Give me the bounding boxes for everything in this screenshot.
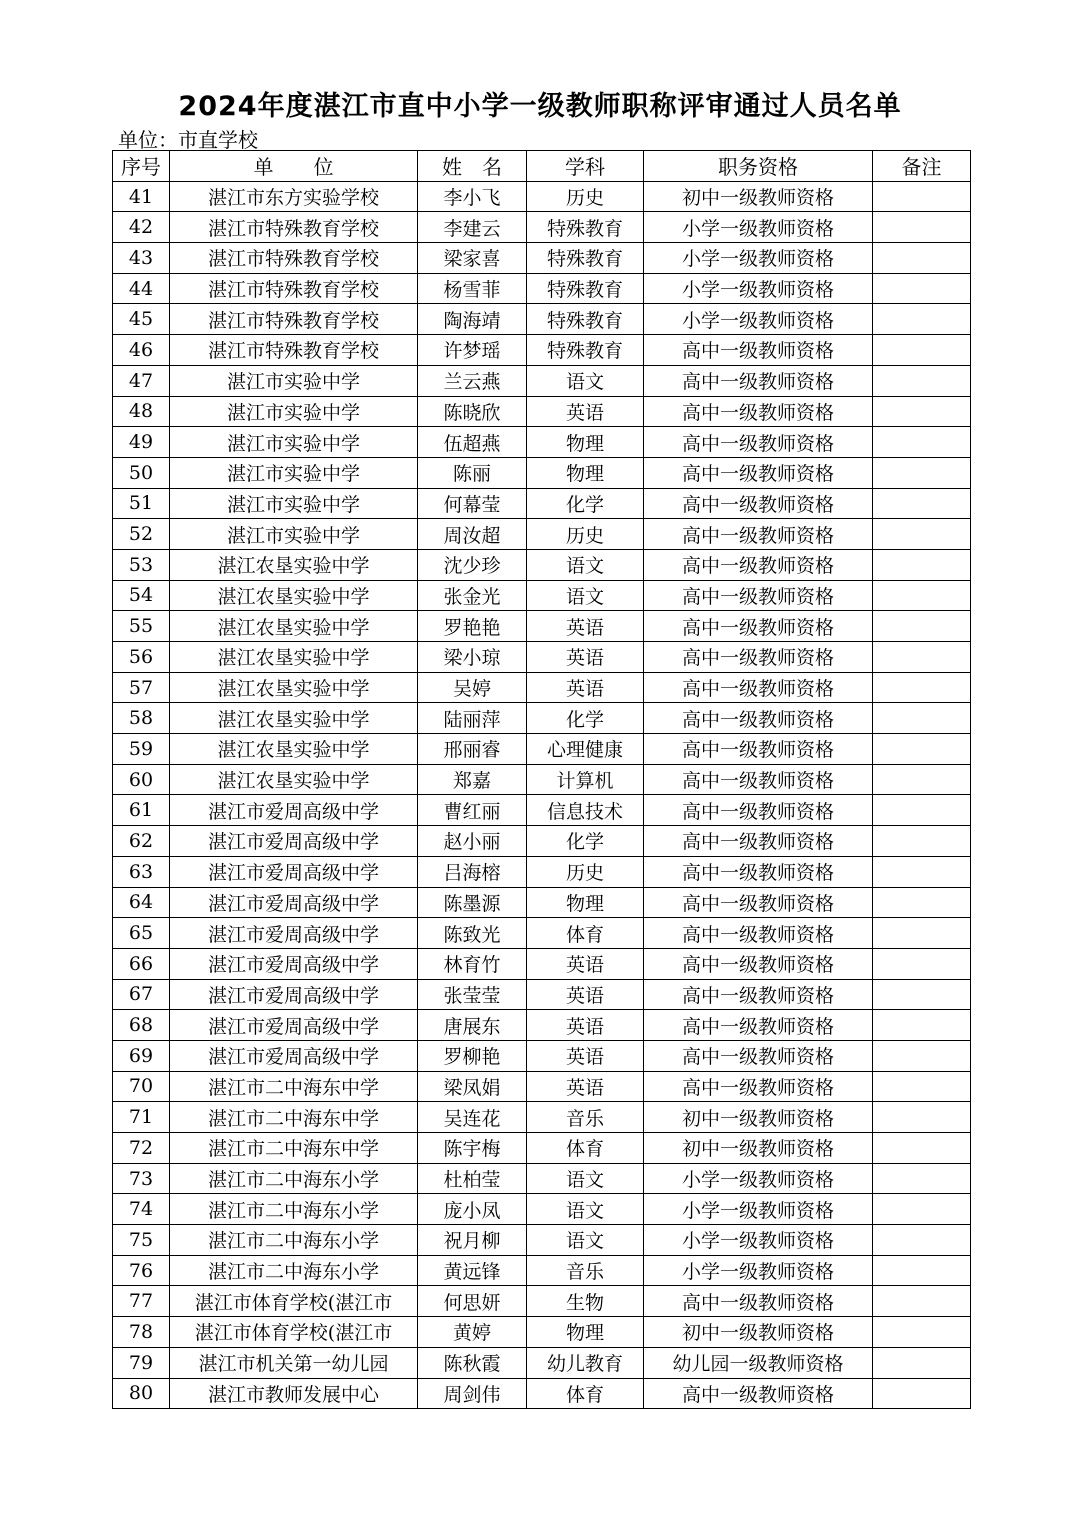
cell-index: 47 [113,365,170,396]
cell-unit: 湛江农垦实验中学 [170,672,418,703]
table-row [113,1133,971,1164]
cell-qualification: 初中一级教师资格 [644,1133,873,1164]
cell-unit: 湛江市教师发展中心 [170,1378,418,1409]
cell-index: 49 [113,427,170,458]
cell-unit: 湛江市体育学校(湛江市 [170,1286,418,1317]
cell-remarks [873,1194,971,1225]
header-unit: 单 位 [170,151,418,182]
cell-unit: 湛江市爱周高级中学 [170,795,418,826]
cell-unit: 湛江市实验中学 [170,365,418,396]
cell-qualification: 高中一级教师资格 [644,979,873,1010]
table-row [113,549,971,580]
cell-unit: 湛江市体育学校(湛江市 [170,1317,418,1348]
cell-subject: 英语 [527,611,644,642]
table-row [113,181,971,212]
cell-unit: 湛江市爱周高级中学 [170,826,418,857]
cell-remarks [873,703,971,734]
cell-unit: 湛江市实验中学 [170,519,418,550]
cell-index: 59 [113,734,170,765]
cell-qualification: 初中一级教师资格 [644,181,873,212]
cell-index: 44 [113,273,170,304]
cell-qualification: 高中一级教师资格 [644,703,873,734]
cell-unit: 湛江农垦实验中学 [170,580,418,611]
cell-remarks [873,1255,971,1286]
cell-subject: 语文 [527,580,644,611]
cell-unit: 湛江市特殊教育学校 [170,243,418,274]
cell-qualification: 高中一级教师资格 [644,734,873,765]
table-row [113,335,971,366]
cell-index: 50 [113,457,170,488]
cell-remarks [873,1163,971,1194]
cell-remarks [873,273,971,304]
cell-qualification: 高中一级教师资格 [644,642,873,673]
table-row [113,948,971,979]
cell-subject: 语文 [527,549,644,580]
cell-remarks [873,549,971,580]
cell-subject: 计算机 [527,764,644,795]
cell-index: 76 [113,1255,170,1286]
cell-name: 何幕莹 [418,488,527,519]
cell-name: 林育竹 [418,948,527,979]
cell-name: 周剑伟 [418,1378,527,1409]
table-row [113,1040,971,1071]
cell-name: 庞小凤 [418,1194,527,1225]
cell-name: 许梦瑶 [418,335,527,366]
cell-unit: 湛江市特殊教育学校 [170,273,418,304]
cell-index: 58 [113,703,170,734]
cell-remarks [873,457,971,488]
cell-subject: 物理 [527,457,644,488]
cell-subject: 特殊教育 [527,304,644,335]
cell-name: 郑嘉 [418,764,527,795]
cell-unit: 湛江市实验中学 [170,457,418,488]
cell-name: 伍超燕 [418,427,527,458]
cell-unit: 湛江农垦实验中学 [170,642,418,673]
header-qualification: 职务资格 [644,151,873,182]
cell-name: 陈致光 [418,918,527,949]
cell-unit: 湛江市特殊教育学校 [170,304,418,335]
cell-unit: 湛江市二中海东中学 [170,1071,418,1102]
table-row [113,703,971,734]
cell-index: 68 [113,1010,170,1041]
cell-qualification: 小学一级教师资格 [644,243,873,274]
cell-subject: 化学 [527,826,644,857]
cell-unit: 湛江农垦实验中学 [170,703,418,734]
cell-qualification: 高中一级教师资格 [644,948,873,979]
cell-subject: 英语 [527,672,644,703]
cell-index: 57 [113,672,170,703]
cell-name: 罗柳艳 [418,1040,527,1071]
cell-index: 65 [113,918,170,949]
table-row [113,611,971,642]
cell-name: 梁凤娟 [418,1071,527,1102]
table-row [113,918,971,949]
table-row [113,1194,971,1225]
cell-subject: 心理健康 [527,734,644,765]
cell-qualification: 高中一级教师资格 [644,427,873,458]
cell-qualification: 高中一级教师资格 [644,488,873,519]
cell-qualification: 高中一级教师资格 [644,365,873,396]
cell-index: 56 [113,642,170,673]
cell-unit: 湛江市爱周高级中学 [170,1010,418,1041]
cell-index: 52 [113,519,170,550]
cell-name: 吴婷 [418,672,527,703]
cell-remarks [873,181,971,212]
personnel-table [112,150,971,1409]
cell-qualification: 高中一级教师资格 [644,1286,873,1317]
cell-remarks [873,795,971,826]
cell-unit: 湛江市实验中学 [170,396,418,427]
cell-remarks [873,672,971,703]
cell-subject: 英语 [527,1071,644,1102]
cell-qualification: 高中一级教师资格 [644,549,873,580]
cell-name: 陶海靖 [418,304,527,335]
cell-name: 祝月柳 [418,1225,527,1256]
table-row [113,365,971,396]
table-row [113,1225,971,1256]
cell-qualification: 高中一级教师资格 [644,457,873,488]
table-row [113,519,971,550]
cell-name: 陆丽萍 [418,703,527,734]
cell-qualification: 初中一级教师资格 [644,1102,873,1133]
cell-remarks [873,1133,971,1164]
cell-subject: 特殊教育 [527,243,644,274]
cell-remarks [873,580,971,611]
cell-index: 79 [113,1347,170,1378]
cell-index: 43 [113,243,170,274]
cell-name: 沈少珍 [418,549,527,580]
header-name: 姓 名 [418,151,527,182]
cell-name: 杜柏莹 [418,1163,527,1194]
cell-qualification: 高中一级教师资格 [644,335,873,366]
header-index: 序号 [113,151,170,182]
cell-remarks [873,1225,971,1256]
cell-remarks [873,611,971,642]
table-header-row [113,151,971,182]
cell-unit: 湛江市爱周高级中学 [170,1040,418,1071]
cell-index: 80 [113,1378,170,1409]
cell-subject: 化学 [527,703,644,734]
table-row [113,856,971,887]
cell-remarks [873,887,971,918]
table-row [113,734,971,765]
cell-unit: 湛江市二中海东中学 [170,1102,418,1133]
cell-index: 42 [113,212,170,243]
cell-index: 54 [113,580,170,611]
cell-remarks [873,918,971,949]
cell-name: 陈晓欣 [418,396,527,427]
cell-remarks [873,365,971,396]
cell-qualification: 小学一级教师资格 [644,212,873,243]
table-row [113,1163,971,1194]
table-row [113,1102,971,1133]
cell-remarks [873,1286,971,1317]
cell-name: 李建云 [418,212,527,243]
cell-unit: 湛江市二中海东小学 [170,1255,418,1286]
cell-qualification: 小学一级教师资格 [644,1194,873,1225]
cell-name: 曹红丽 [418,795,527,826]
cell-unit: 湛江市二中海东小学 [170,1163,418,1194]
cell-index: 62 [113,826,170,857]
cell-unit: 湛江市东方实验学校 [170,181,418,212]
header-remarks: 备注 [873,151,971,182]
cell-unit: 湛江市爱周高级中学 [170,887,418,918]
cell-qualification: 小学一级教师资格 [644,1225,873,1256]
cell-unit: 湛江市二中海东小学 [170,1225,418,1256]
cell-name: 黄婷 [418,1317,527,1348]
cell-remarks [873,1040,971,1071]
cell-index: 55 [113,611,170,642]
cell-name: 周汝超 [418,519,527,550]
cell-qualification: 高中一级教师资格 [644,580,873,611]
cell-subject: 体育 [527,1133,644,1164]
cell-remarks [873,642,971,673]
cell-subject: 语文 [527,1163,644,1194]
cell-subject: 英语 [527,948,644,979]
table-row [113,396,971,427]
cell-qualification: 高中一级教师资格 [644,795,873,826]
cell-qualification: 高中一级教师资格 [644,764,873,795]
table-row [113,672,971,703]
table-row [113,1071,971,1102]
cell-qualification: 高中一级教师资格 [644,918,873,949]
cell-name: 陈宇梅 [418,1133,527,1164]
table-row [113,243,971,274]
table-row [113,764,971,795]
cell-subject: 物理 [527,1317,644,1348]
cell-subject: 物理 [527,887,644,918]
cell-qualification: 高中一级教师资格 [644,826,873,857]
cell-name: 唐展东 [418,1010,527,1041]
cell-subject: 音乐 [527,1255,644,1286]
table-row [113,979,971,1010]
cell-index: 45 [113,304,170,335]
cell-remarks [873,1317,971,1348]
cell-subject: 语文 [527,1194,644,1225]
table-row [113,427,971,458]
table-row [113,273,971,304]
cell-index: 67 [113,979,170,1010]
cell-index: 61 [113,795,170,826]
cell-index: 73 [113,1163,170,1194]
cell-qualification: 幼儿园一级教师资格 [644,1347,873,1378]
table-row [113,642,971,673]
cell-subject: 历史 [527,181,644,212]
cell-remarks [873,243,971,274]
cell-name: 陈秋霞 [418,1347,527,1378]
cell-subject: 英语 [527,1010,644,1041]
cell-remarks [873,1071,971,1102]
cell-remarks [873,1010,971,1041]
cell-qualification: 高中一级教师资格 [644,1378,873,1409]
cell-index: 64 [113,887,170,918]
cell-name: 张金光 [418,580,527,611]
cell-index: 77 [113,1286,170,1317]
cell-remarks [873,826,971,857]
cell-qualification: 高中一级教师资格 [644,519,873,550]
cell-remarks [873,979,971,1010]
cell-subject: 体育 [527,1378,644,1409]
cell-subject: 音乐 [527,1102,644,1133]
cell-qualification: 高中一级教师资格 [644,611,873,642]
cell-remarks [873,1102,971,1133]
cell-name: 杨雪菲 [418,273,527,304]
table-row [113,795,971,826]
table-row [113,1317,971,1348]
table-row [113,488,971,519]
table-row [113,1347,971,1378]
cell-name: 黄远锋 [418,1255,527,1286]
cell-index: 75 [113,1225,170,1256]
cell-qualification: 小学一级教师资格 [644,1255,873,1286]
cell-remarks [873,427,971,458]
cell-qualification: 高中一级教师资格 [644,1071,873,1102]
cell-unit: 湛江农垦实验中学 [170,734,418,765]
cell-unit: 湛江市爱周高级中学 [170,948,418,979]
cell-unit: 湛江市二中海东中学 [170,1133,418,1164]
cell-subject: 英语 [527,396,644,427]
cell-name: 邢丽睿 [418,734,527,765]
cell-name: 梁家喜 [418,243,527,274]
cell-index: 60 [113,764,170,795]
cell-remarks [873,488,971,519]
cell-unit: 湛江市实验中学 [170,488,418,519]
cell-remarks [873,948,971,979]
cell-subject: 英语 [527,642,644,673]
cell-remarks [873,1347,971,1378]
table-row [113,1286,971,1317]
cell-unit: 湛江市爱周高级中学 [170,856,418,887]
cell-name: 吕海榕 [418,856,527,887]
cell-unit: 湛江市二中海东小学 [170,1194,418,1225]
cell-index: 41 [113,181,170,212]
unit-line: 单位：市直学校 [118,128,258,152]
cell-subject: 生物 [527,1286,644,1317]
cell-subject: 体育 [527,918,644,949]
cell-qualification: 小学一级教师资格 [644,304,873,335]
cell-remarks [873,304,971,335]
cell-name: 兰云燕 [418,365,527,396]
document-title: 2024年度湛江市直中小学一级教师职称评审通过人员名单 [178,91,902,122]
cell-remarks [873,856,971,887]
table-row [113,1010,971,1041]
cell-qualification: 高中一级教师资格 [644,396,873,427]
cell-name: 陈墨源 [418,887,527,918]
cell-remarks [873,734,971,765]
table-row [113,457,971,488]
cell-qualification: 高中一级教师资格 [644,672,873,703]
cell-unit: 湛江农垦实验中学 [170,764,418,795]
table-row [113,580,971,611]
table-row [113,826,971,857]
cell-unit: 湛江市机关第一幼儿园 [170,1347,418,1378]
cell-name: 陈丽 [418,457,527,488]
cell-subject: 特殊教育 [527,273,644,304]
cell-name: 罗艳艳 [418,611,527,642]
cell-unit: 湛江市爱周高级中学 [170,918,418,949]
cell-unit: 湛江市特殊教育学校 [170,212,418,243]
cell-subject: 化学 [527,488,644,519]
cell-name: 梁小琼 [418,642,527,673]
cell-unit: 湛江市爱周高级中学 [170,979,418,1010]
table-row [113,887,971,918]
cell-subject: 语文 [527,1225,644,1256]
cell-index: 53 [113,549,170,580]
cell-index: 51 [113,488,170,519]
cell-index: 66 [113,948,170,979]
cell-qualification: 初中一级教师资格 [644,1317,873,1348]
cell-subject: 特殊教育 [527,335,644,366]
table-row [113,1255,971,1286]
header-subject: 学科 [527,151,644,182]
cell-subject: 历史 [527,519,644,550]
cell-qualification: 高中一级教师资格 [644,887,873,918]
table-row [113,212,971,243]
cell-subject: 英语 [527,1040,644,1071]
cell-name: 李小飞 [418,181,527,212]
cell-subject: 信息技术 [527,795,644,826]
cell-remarks [873,1378,971,1409]
cell-index: 78 [113,1317,170,1348]
table-row [113,1378,971,1409]
cell-subject: 历史 [527,856,644,887]
table-row [113,304,971,335]
cell-qualification: 高中一级教师资格 [644,856,873,887]
cell-index: 70 [113,1071,170,1102]
cell-index: 72 [113,1133,170,1164]
cell-index: 74 [113,1194,170,1225]
cell-unit: 湛江市实验中学 [170,427,418,458]
cell-remarks [873,335,971,366]
cell-remarks [873,212,971,243]
cell-remarks [873,764,971,795]
cell-index: 63 [113,856,170,887]
cell-unit: 湛江农垦实验中学 [170,611,418,642]
cell-qualification: 小学一级教师资格 [644,1163,873,1194]
cell-remarks [873,519,971,550]
cell-unit: 湛江农垦实验中学 [170,549,418,580]
cell-qualification: 小学一级教师资格 [644,273,873,304]
cell-index: 71 [113,1102,170,1133]
cell-remarks [873,396,971,427]
cell-index: 69 [113,1040,170,1071]
cell-subject: 语文 [527,365,644,396]
cell-index: 48 [113,396,170,427]
cell-name: 赵小丽 [418,826,527,857]
cell-name: 吴连花 [418,1102,527,1133]
cell-subject: 幼儿教育 [527,1347,644,1378]
cell-subject: 物理 [527,427,644,458]
cell-index: 46 [113,335,170,366]
cell-name: 张莹莹 [418,979,527,1010]
cell-qualification: 高中一级教师资格 [644,1010,873,1041]
cell-subject: 特殊教育 [527,212,644,243]
cell-qualification: 高中一级教师资格 [644,1040,873,1071]
cell-name: 何思妍 [418,1286,527,1317]
cell-subject: 英语 [527,979,644,1010]
cell-unit: 湛江市特殊教育学校 [170,335,418,366]
